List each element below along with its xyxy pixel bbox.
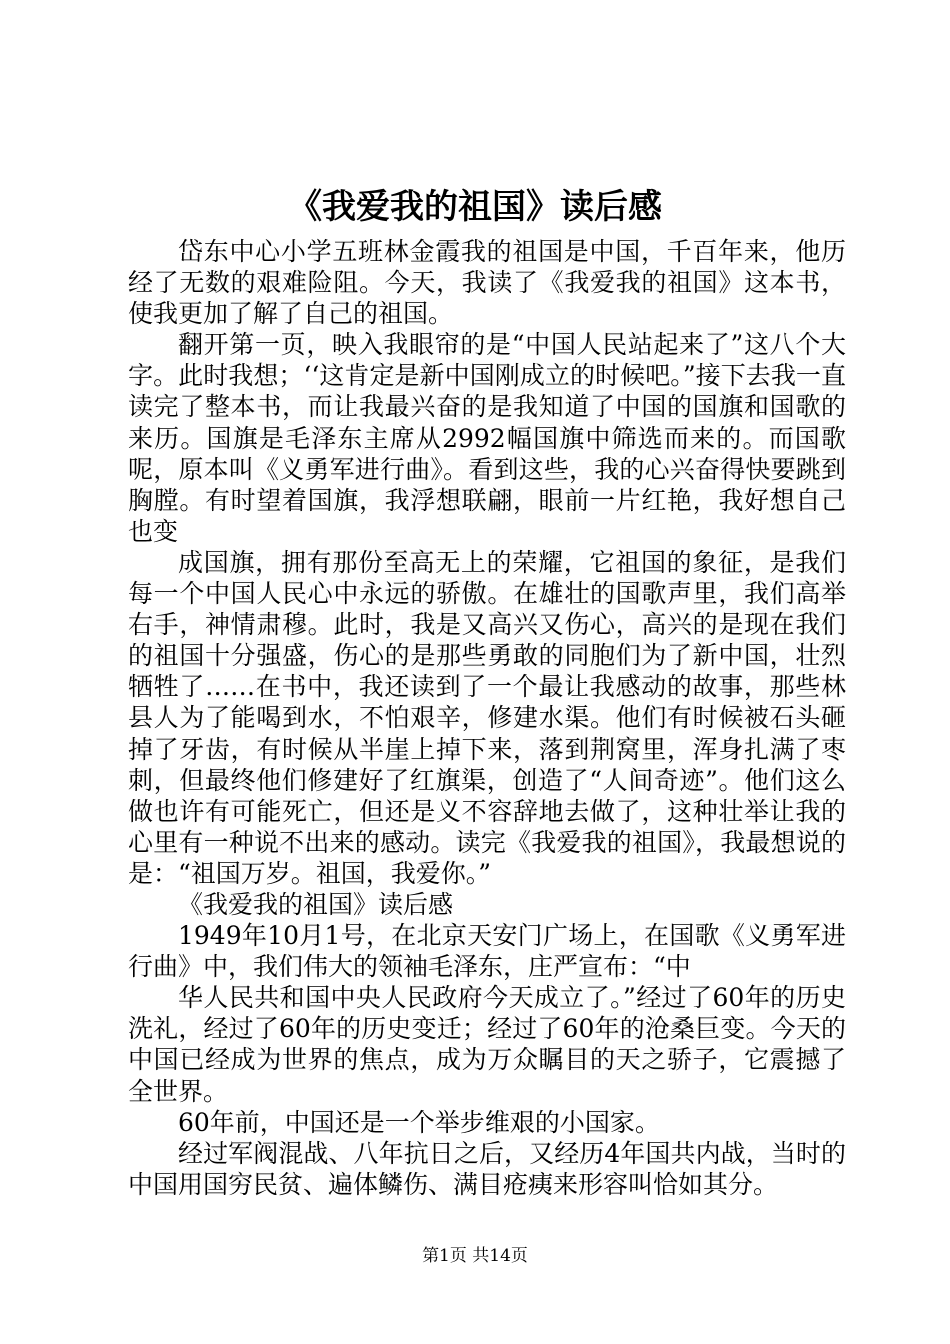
paragraph: 成国旗，拥有那份至高无上的荣耀，它祖国的象征，是我们每一个中国人民心中永远的骄傲。在雄壮的国歌声里，我们高举右手，神情肃穆。此时，我是又高兴又伤心，高兴的是现在我们的祖国十分强盛，伤心的是那些勇敢的同胞们为了新中国，壮烈牺牲了……在书中，我还读到了一个最让我感动的故事，那些林县人为了能喝到水，不怕艰辛，修建水渠。他们有时候被石头砸掉了牙齿，有时候从半崖上掉下来，落到荆窝里，浑身扎满了枣刺，但最终他们修建好了红旗渠，创造了“人间奇迹”。他们这么做也许有可能死亡，但还是义不容辞地去做了，这种壮举让我的心里有一种说不出来的感动。读完《我爱我的祖国》，我最想说的是：“祖国万岁。祖国，我爱你。” bbox=[128, 547, 846, 888]
paragraph: 1949年10月1号，在北京天安门广场上，在国歌《义勇军进行曲》中，我们伟大的领袖毛泽东，庄严宣布：“中 bbox=[128, 921, 846, 982]
document-body bbox=[128, 236, 846, 1200]
page-number-footer: 第1页 共14页 bbox=[422, 1246, 528, 1266]
paragraph: 60年前，中国还是一个举步维艰的小国家。 bbox=[178, 1107, 660, 1137]
paragraph: 翻开第一页，映入我眼帘的是“中国人民站起来了”这八个大字。此时我想；‘‘这肯定是新中国刚成立的时候吧。”接下去我一直读完了整本书，而让我最兴奋的是我知道了中国的国旗和国歌的来历。国旗是毛泽东主席从2992幅国旗中筛选而来的。而国歌呢，原本叫《义勇军进行曲》。看到这些，我的心兴奋得快要跳到胸膛。有时望着国旗，我浮想联翩，眼前一片红艳，我好想自己也变 bbox=[128, 330, 846, 546]
paragraph: 华人民共和国中央人民政府今天成立了。”经过了60年的历史洗礼，经过了60年的历史变迁；经过了60年的沧桑巨变。今天的中国已经成为世界的焦点，成为万众瞩目的天之骄子，它震撼了全世界。 bbox=[128, 983, 846, 1106]
paragraph: 《我爱我的祖国》读后感 bbox=[178, 889, 454, 919]
page-title: 《我爱我的祖国》读后感 bbox=[288, 187, 662, 227]
paragraph: 经过军阀混战、八年抗日之后，又经历4年国共内战，当时的中国用国穷民贫、遍体鳞伤、满目疮痍来形容叫恰如其分。 bbox=[128, 1138, 846, 1199]
paragraph: 岱东中心小学五班林金霞我的祖国是中国，千百年来，他历经了无数的艰难险阻。今天，我读了《我爱我的祖国》这本书，使我更加了解了自己的祖国。 bbox=[128, 237, 846, 329]
